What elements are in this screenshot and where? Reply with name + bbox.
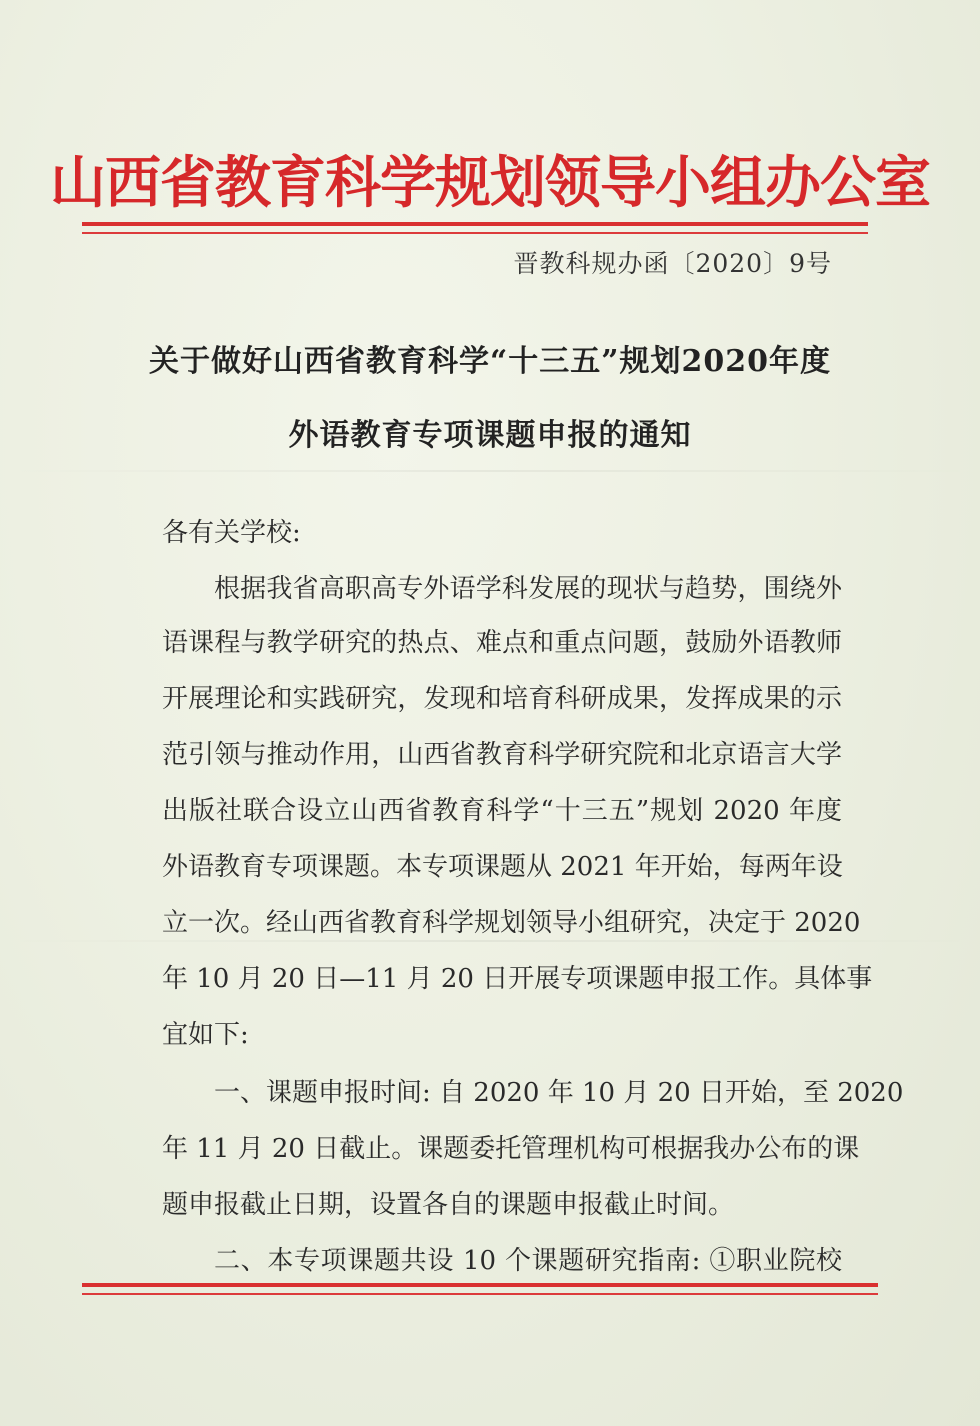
body-line: 宜如下: xyxy=(162,1020,249,1050)
salutation: 各有关学校: xyxy=(162,518,301,548)
body-line: 一、课题申报时间: 自 2020 年 10 月 20 日开始，至 2020 xyxy=(214,1078,904,1108)
body-line: 根据我省高职高专外语学科发展的现状与趋势，围绕外 xyxy=(214,574,842,604)
body-line: 立一次。经山西省教育科学规划领导小组研究，决定于 2020 xyxy=(162,908,861,938)
letterhead-org-name: 山西省教育科学规划领导小组办公室 xyxy=(50,150,930,216)
document-number: 晋教科规办函〔2020〕9号 xyxy=(513,249,832,278)
document-title-line-1: 关于做好山西省教育科学“十三五”规划2020年度 xyxy=(148,344,831,379)
body-line: 年 11 月 20 日截止。课题委托管理机构可根据我办公布的课 xyxy=(162,1134,860,1164)
body-line: 二、本专项课题共设 10 个课题研究指南: ①职业院校 xyxy=(214,1246,842,1276)
body-line: 范引领与推动作用，山西省教育科学研究院和北京语言大学 xyxy=(162,740,842,770)
footer-red-rule-thin xyxy=(82,1293,878,1295)
footer-red-rule xyxy=(82,1283,878,1287)
paper-fold xyxy=(0,470,980,472)
body-line: 题申报截止日期，设置各自的课题申报截止时间。 xyxy=(162,1190,735,1220)
document-title-line-2: 外语教育专项课题申报的通知 xyxy=(288,418,692,453)
paper-fold xyxy=(0,940,980,942)
body-line: 年 10 月 20 日—11 月 20 日开展专项课题申报工作。具体事 xyxy=(162,964,873,994)
letterhead-red-rule-thin xyxy=(82,232,868,234)
body-line: 语课程与教学研究的热点、难点和重点问题，鼓励外语教师 xyxy=(162,628,842,658)
letterhead-red-rule xyxy=(82,222,868,226)
body-line: 外语教育专项课题。本专项课题从 2021 年开始，每两年设 xyxy=(162,852,843,882)
body-line: 开展理论和实践研究，发现和培育科研成果，发挥成果的示 xyxy=(162,684,842,714)
body-line: 出版社联合设立山西省教育科学“十三五”规划 2020 年度 xyxy=(162,796,842,826)
